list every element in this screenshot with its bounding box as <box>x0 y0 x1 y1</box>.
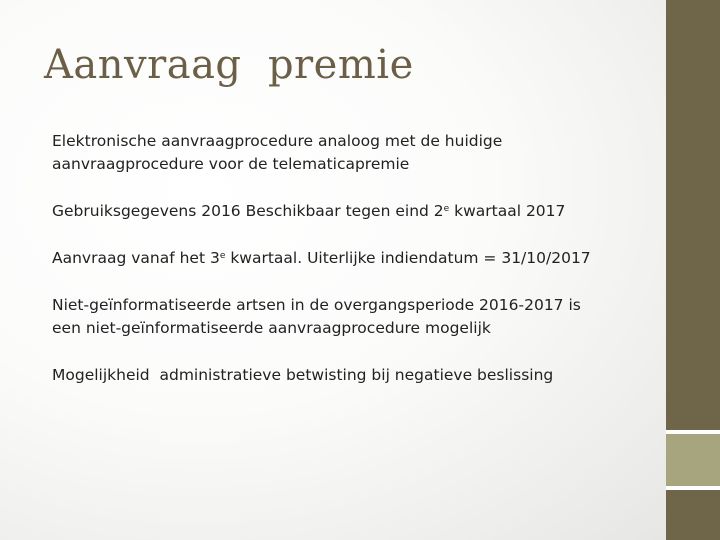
sidebar-band-dark <box>666 0 720 430</box>
bullet-item-procedure <box>52 130 652 176</box>
bullet-text: kwartaal. Uiterlijke indiendatum = 31/10/2017 <box>225 249 591 267</box>
slide-title: Aanvraag premie <box>44 42 414 88</box>
bullet-text-line: aanvraagprocedure voor de telematicapremie <box>52 155 410 173</box>
sidebar-band-dark <box>666 490 720 540</box>
bullet-text-line: een niet-geïnformatiseerde aanvraagprocedure mogelijk <box>52 319 491 337</box>
bullet-text-line: Niet-geïnformatiseerde artsen in de overgangsperiode 2016-2017 is <box>52 296 581 314</box>
sidebar-band-accent <box>666 434 720 486</box>
bullet-item-non-digital-doctors <box>52 294 652 340</box>
bullet-text: kwartaal 2017 <box>449 202 566 220</box>
bullet-list <box>52 130 652 411</box>
bullet-item-dispute <box>52 364 652 387</box>
bullet-text: Gebruiksgegevens 2016 Beschikbaar tegen eind 2 <box>52 202 444 220</box>
bullet-item-application-date <box>52 247 652 270</box>
bullet-item-usage-data <box>52 200 652 223</box>
ordinal-superscript: e <box>443 204 450 214</box>
ordinal-superscript: e <box>219 251 226 261</box>
bullet-text: Aanvraag vanaf het 3 <box>52 249 220 267</box>
bullet-text: Mogelijkheid administratieve betwisting bij negatieve beslissing <box>52 366 554 384</box>
decorative-sidebar <box>666 0 720 540</box>
bullet-text-line: Elektronische aanvraagprocedure analoog met de huidige <box>52 132 503 150</box>
